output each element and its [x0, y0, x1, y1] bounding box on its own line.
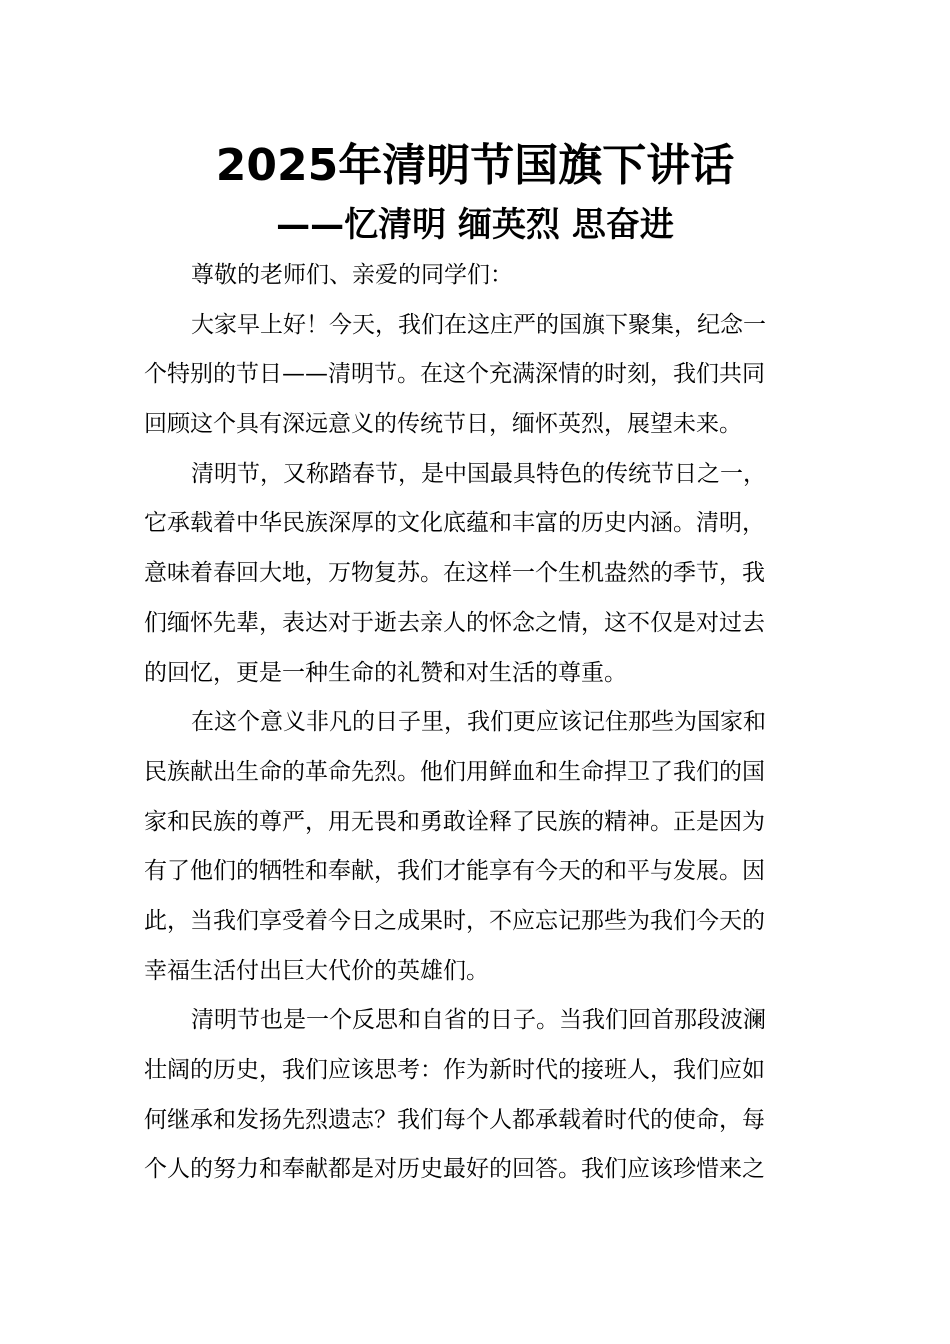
body-line: 家和民族的尊严，用无畏和勇敢诠释了民族的精神。正是因为 [144, 808, 765, 835]
body-line: 在这个意义非凡的日子里，我们更应该记住那些为国家和 [191, 709, 766, 736]
body-line: 幸福生活付出巨大代价的英雄们。 [144, 957, 489, 984]
body-line: 有了他们的牺牲和奉献，我们才能享有今天的和平与发展。因 [144, 858, 765, 885]
body-line: 民族献出生命的革命先烈。他们用鲜血和生命捍卫了我们的国 [144, 758, 765, 785]
body-line: 个特别的节日——清明节。在这个充满深情的时刻，我们共同 [144, 361, 765, 388]
body-line: 的回忆，更是一种生命的礼赞和对生活的尊重。 [144, 659, 627, 686]
document-title: 2025年清明节国旗下讲话 [215, 140, 735, 191]
body-line: 壮阔的历史，我们应该思考：作为新时代的接班人，我们应如 [144, 1057, 765, 1083]
body-line: 大家早上好！今天，我们在这庄严的国旗下聚集，纪念一 [191, 311, 766, 338]
body-line: 回顾这个具有深远意义的传统节日，缅怀英烈，展望未来。 [144, 411, 742, 438]
document-subtitle: ——忆清明 缅英烈 思奋进 [276, 205, 674, 245]
document-body [144, 251, 809, 1195]
body-line: 个人的努力和奉献都是对历史最好的回答。我们应该珍惜来之 [144, 1156, 765, 1183]
body-line: 它承载着中华民族深厚的文化底蕴和丰富的历史内涵。清明， [144, 510, 765, 537]
body-line: 清明节，又称踏春节，是中国最具特色的传统节日之一， [191, 460, 766, 487]
body-line: 尊敬的老师们、亲爱的同学们： [191, 262, 513, 288]
body-line: 何继承和发扬先烈遗志？我们每个人都承载着时代的使命，每 [144, 1106, 765, 1133]
body-line: 们缅怀先辈，表达对于逝去亲人的怀念之情，这不仅是对过去 [144, 609, 765, 636]
body-line: 此，当我们享受着今日之成果时，不应忘记那些为我们今天的 [144, 907, 765, 934]
body-line: 清明节也是一个反思和自省的日子。当我们回首那段波澜 [191, 1007, 766, 1034]
body-line: 意味着春回大地，万物复苏。在这样一个生机盎然的季节，我 [144, 560, 765, 587]
